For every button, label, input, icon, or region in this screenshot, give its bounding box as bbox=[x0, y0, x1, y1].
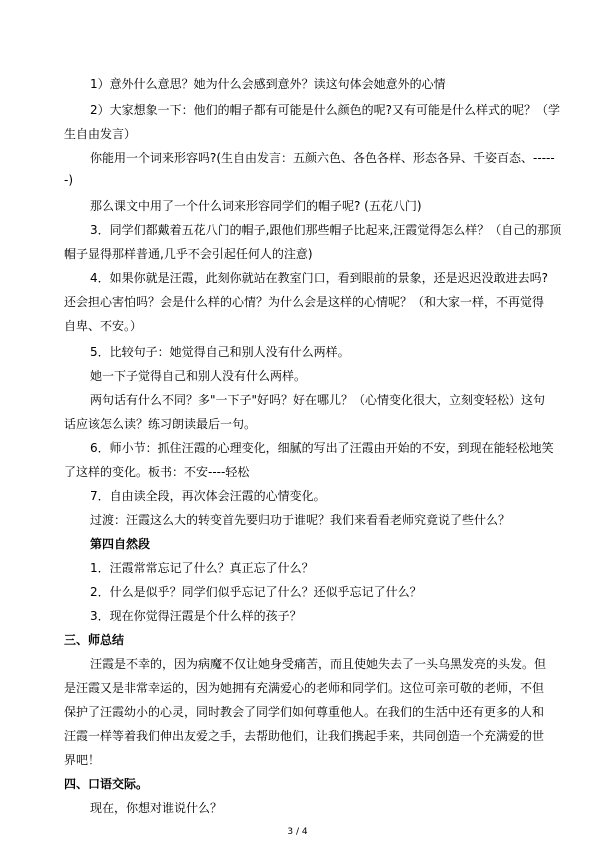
text-line: 汪霞是不幸的，因为病魔不仅让她身受痛苦，而且使她失去了一头乌黑发亮的头发。但 bbox=[90, 657, 547, 671]
text-line: 还会担心害怕吗？会是什么样的心情？为什么会是这样的心情呢？（和大家一样，不再觉得 bbox=[64, 295, 545, 309]
text-line: 界吧！ bbox=[64, 753, 101, 767]
text-line: 5．比较句子：她觉得自己和别人没有什么两样。 bbox=[90, 345, 350, 359]
text-line: 自卑、不安。） bbox=[64, 319, 143, 333]
text-line: 是汪霞又是非常幸运的，因为她拥有充满爱心的老师和同学们。这位可亲可敬的老师，不但 bbox=[64, 681, 545, 695]
text-line: 1）意外什么意思？她为什么会感到意外？读这句体会她意外的心情 bbox=[90, 77, 446, 91]
text-line: 现在，你想对谁说什么？ bbox=[90, 801, 223, 815]
section-heading: 四、口语交际。 bbox=[64, 777, 149, 791]
text-line: 2）大家想象一下：他们的帽子都有可能是什么颜色的呢?又有可能是什么样式的呢？（学 bbox=[90, 103, 561, 117]
text-line: 了这样的变化。板书：不安----轻松 bbox=[64, 465, 250, 479]
text-line: 你能用一个词来形容吗?(生自由发言：五颜六色、各色各样、形态各异、千姿百态、----- bbox=[90, 151, 555, 165]
section-heading: 三、师总结 bbox=[64, 633, 125, 647]
text-line: -) bbox=[64, 173, 74, 187]
text-line: 6．师小节：抓住汪霞的心理变化，细腻的写出了汪霞由开始的不安，到现在能轻松地笑 bbox=[90, 441, 554, 455]
text-line: 过渡：汪霞这么大的转变首先要归功于谁呢？我们来看看老师究竟说了些什么？ bbox=[90, 513, 511, 527]
text-line: 1．汪霞常常忘记了什么？真正忘了什么？ bbox=[90, 561, 314, 575]
text-line: 话应该怎么读？练习朗读最后一句。 bbox=[64, 417, 257, 431]
text-line: 4．如果你就是汪霞，此刻你就站在教室门口，看到眼前的景象，还是迟迟没敢进去吗? bbox=[90, 271, 549, 285]
text-line: 那么课文中用了一个什么词来形容同学们的帽子呢? (五花八门) bbox=[90, 199, 422, 213]
text-line: 生自由发言） bbox=[64, 127, 137, 141]
text-line: 帽子显得那样普通,几乎不会引起任何人的注意) bbox=[64, 247, 313, 261]
text-line: 两句话有什么不同？多"一下子"好吗？好在哪儿？（心情变化很大，立刻变轻松）这句 bbox=[90, 393, 546, 407]
text-line: 保护了汪霞幼小的心灵，同时教会了同学们如何尊重他人。在我们的生活中还有更多的人和 bbox=[64, 705, 545, 719]
page-number: 3 / 4 bbox=[287, 827, 308, 837]
section-heading: 第四自然段 bbox=[90, 537, 151, 551]
text-line: 7．自由读全段，再次体会汪霞的心情变化。 bbox=[90, 489, 326, 503]
text-line: 3．同学们都戴着五花八门的帽子,跟他们那些帽子比起来,汪霞觉得怎么样？（自己的那顶 bbox=[90, 223, 562, 237]
text-line: 她一下子觉得自己和别人没有什么两样。 bbox=[90, 369, 307, 383]
text-line: 3．现在你觉得汪霞是个什么样的孩子？ bbox=[90, 609, 302, 623]
text-line: 2．什么是似乎？同学们似乎忘记了什么？还似乎忘记了什么？ bbox=[90, 585, 422, 599]
text-line: 汪霞一样等着我们伸出友爱之手，去帮助他们，让我们携起手来，共同创造一个充满爱的世 bbox=[64, 729, 545, 743]
